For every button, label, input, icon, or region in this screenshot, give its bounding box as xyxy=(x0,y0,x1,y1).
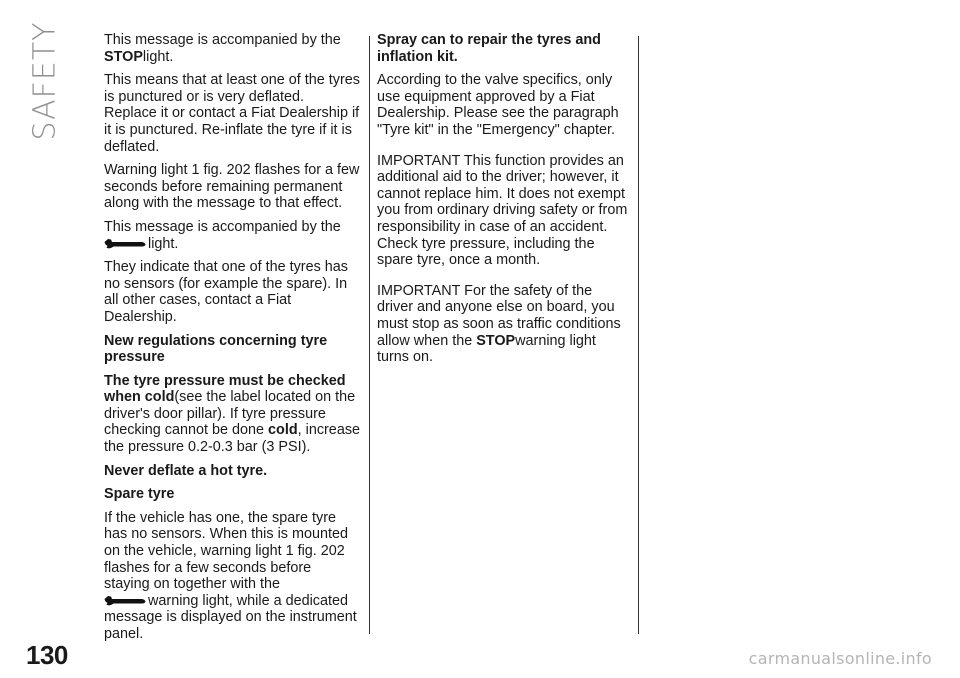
section-side-label xyxy=(27,21,63,141)
paragraph-important-safety: IMPORTANT For the safety of the driver and anyone else on board, you must stop as soon as traffic conditions allow when the STOPwarning light turns on. xyxy=(377,282,621,366)
paragraph-icon-accompanied: This message is accompanied by the light. xyxy=(104,218,341,252)
stop-bold: STOP xyxy=(476,332,516,349)
paragraph-valve-specifics: According to the valve specifics, only use equipment approved by a Fiat Dealership. Please see the paragraph "Tyre kit" in the "Emergency" chapter. xyxy=(377,72,619,138)
column-divider-right xyxy=(638,36,639,634)
wrench-warning-icon xyxy=(104,595,146,607)
left-column xyxy=(104,32,360,650)
page-number: 130 xyxy=(26,640,68,670)
paragraph-tyre-pressure-cold: The tyre pressure must be checked when cold(see the label located on the driver's door pillar). If tyre pressure checking cannot be done cold, increase the pressure 0.2-0.3 bar (3 PSI). xyxy=(104,372,361,456)
watermark: carmanualsonline.info xyxy=(748,649,932,668)
wrench-warning-icon xyxy=(104,238,146,250)
heading-new-regulations: New regulations concerning tyre pressure xyxy=(104,332,328,366)
paragraph-no-sensors: They indicate that one of the tyres has no sensors (for example the spare). In all other cases, contact a Fiat Dealership. xyxy=(104,259,348,325)
heading-spray-can: Spray can to repair the tyres and inflation kit. xyxy=(377,32,601,65)
section-side-label-text: SAFETY xyxy=(27,21,63,141)
stop-bold: STOP xyxy=(104,48,143,65)
paragraph-spare-tyre: If the vehicle has one, the spare tyre has no sensors. When this is mounted on the vehicle, warning light 1 fig. 202 flashes for a few seconds before staying on together with the warning light, while a dedicated message is displayed on the instrument panel. xyxy=(104,509,357,642)
column-divider-left xyxy=(369,36,370,634)
heading-spare-tyre: Spare tyre xyxy=(104,486,175,503)
paragraph-punctured: This means that at least one of the tyres is punctured or is very deflated. Replace it or contact a Fiat Dealership if it is punctured. Re-inflate the tyre if it is deflated. xyxy=(104,72,360,155)
right-column xyxy=(377,32,629,373)
paragraph-warning-flashes: Warning light 1 fig. 202 flashes for a few seconds before remaining permanent along with the message to that effect. xyxy=(104,162,360,212)
paragraph-stop-accompanied: This message is accompanied by the STOPlight. xyxy=(104,32,341,65)
paragraph-never-deflate: Never deflate a hot tyre. xyxy=(104,462,268,479)
paragraph-important-aid: IMPORTANT This function provides an additional aid to the driver; however, it cannot replace him. It does not exempt you from ordinary driving safety or from responsibility in case of an accident. Check tyre pressure, including the spare tyre, once a month. xyxy=(377,152,628,269)
